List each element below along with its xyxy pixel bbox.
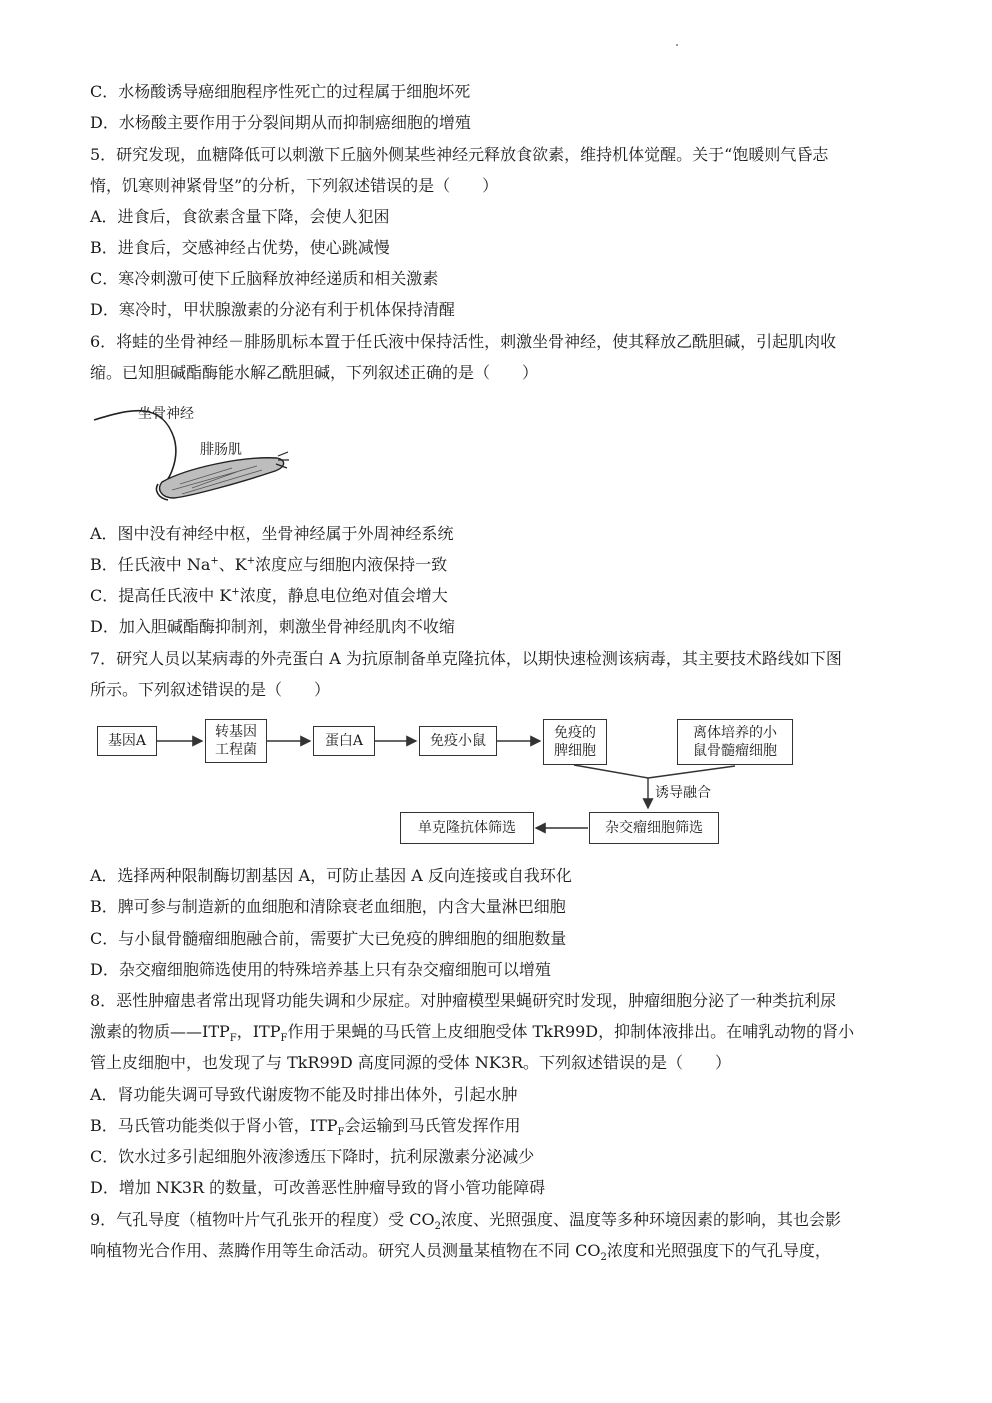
- q7-stem-line2: 所示。下列叙述错误的是（ ）: [90, 680, 331, 699]
- q7-option-a: A．选择两种限制酶切割基因 A，可防止基因 A 反向连接或自我环化: [90, 866, 572, 885]
- q6-stem-line2: 缩。已知胆碱酯酶能水解乙酰胆碱，下列叙述正确的是（ ）: [90, 363, 539, 382]
- q8-stem-line3: 管上皮细胞中，也发现了与 TkR99D 高度同源的受体 NK3R。下列叙述错误的是（ ）: [90, 1053, 732, 1072]
- q7-option-b: B．脾可参与制造新的血细胞和清除衰老血细胞，内含大量淋巴细胞: [90, 897, 566, 916]
- q8-stem-line1: 8．恶性肿瘤患者常出现肾功能失调和少尿症。对肿瘤模型果蝇研究时发现，肿瘤细胞分泌了一种类抗利尿: [90, 991, 837, 1010]
- q6-option-b: B．任氏液中 Na+、K+浓度应与细胞内液保持一致: [90, 555, 448, 574]
- q8-option-a: A．肾功能失调可导致代谢废物不能及时排出体外，引起水肿: [90, 1085, 518, 1104]
- q8-option-b: B．马氏管功能类似于肾小管，$ITP_F$会运输到马氏管发挥作用: [90, 1116, 521, 1139]
- scan-speck: [676, 44, 678, 46]
- q5-option-a: A．进食后，食欲素含量下降，会使人犯困: [90, 207, 390, 226]
- q5-stem-line2: 惰，饥寒则神紧骨坚”的分析，下列叙述错误的是（ ）: [90, 176, 499, 195]
- q4-option-d: D．水杨酸主要作用于分裂间期从而抑制癌细胞的增殖: [90, 113, 471, 132]
- gastrocnemius-label: 腓肠肌: [200, 442, 242, 458]
- gastrocnemius-muscle: [160, 458, 284, 498]
- nerve-muscle-figure: [92, 398, 297, 508]
- q6-option-a: A．图中没有神经中枢，坐骨神经属于外周神经系统: [90, 524, 454, 543]
- q5-stem-line1: 5．研究发现，血糖降低可以刺激下丘脑外侧某些神经元释放食欲素，维持机体觉醒。关于“饱暖则气昏志: [90, 145, 829, 164]
- q8-option-c: C．饮水过多引起细胞外液渗透压下降时，抗利尿激素分泌减少: [90, 1147, 535, 1166]
- protein-a-box: 蛋白A: [313, 726, 375, 756]
- myeloma-cells-box: 离体培养的小 鼠骨髓瘤细胞: [677, 719, 793, 765]
- q8-stem-line2: 激素的物质$——ITP_F$，$ITP_F$作用于果蝇的马氏管上皮细胞受体 TkR99D，抑制体液排出。在哺乳动物的肾小: [90, 1022, 855, 1045]
- q7-option-c: C．与小鼠骨髓瘤细胞融合前，需要扩大已免疫的脾细胞的细胞数量: [90, 929, 567, 948]
- q4-option-c: C．水杨酸诱导癌细胞程序性死亡的过程属于细胞坏死: [90, 82, 471, 101]
- q7-option-d: D．杂交瘤细胞筛选使用的特殊培养基上只有杂交瘤细胞可以增殖: [90, 960, 551, 979]
- q8-option-d: D．增加 NK3R 的数量，可改善恶性肿瘤导致的肾小管功能障碍: [90, 1178, 546, 1197]
- q5-option-c: C．寒冷刺激可使下丘脑释放神经递质和相关激素: [90, 269, 439, 288]
- q7-stem-line1: 7．研究人员以某病毒的外壳蛋白 A 为抗原制备单克隆抗体，以期快速检测该病毒，其主要技术路线如下图: [90, 649, 842, 668]
- immunized-spleen-cells-box: 免疫的 脾细胞: [543, 719, 607, 765]
- gene-a-box: 基因A: [97, 726, 157, 756]
- q6-option-c: C．提高任氏液中 K+浓度，静息电位绝对值会增大: [90, 586, 448, 605]
- q6-option-d: D．加入胆碱酯酶抑制剂，刺激坐骨神经肌肉不收缩: [90, 617, 455, 636]
- q6-stem-line1: 6．将蛙的坐骨神经－腓肠肌标本置于任氏液中保持活性，刺激坐骨神经，使其释放乙酰胆碱，引起肌肉收: [90, 332, 837, 351]
- immunized-mouse-box: 免疫小鼠: [419, 726, 497, 756]
- q5-option-d: D．寒冷时，甲状腺激素的分泌有利于机体保持清醒: [90, 300, 455, 319]
- q9-stem-line2: 响植物光合作用、蒸腾作用等生命活动。研究人员测量某植物在不同 $CO_2$浓度和光照强度下的气孔导度，: [90, 1241, 831, 1264]
- q5-option-b: B．进食后，交感神经占优势，使心跳减慢: [90, 238, 390, 257]
- mab-screen-box: 单克隆抗体筛选: [400, 812, 534, 844]
- engineered-bacteria-box: 转基因 工程菌: [205, 719, 267, 763]
- nerve-muscle-drawing: [92, 398, 297, 508]
- sciatic-nerve-label: 坐骨神经: [138, 406, 194, 422]
- induce-fusion-label: 诱导融合: [655, 785, 711, 801]
- q9-stem-line1: 9．气孔导度（植物叶片气孔张开的程度）受 $CO_2$浓度、光照强度、温度等多种环境因素的影响，其也会影: [90, 1210, 842, 1233]
- hybridoma-screen-box: 杂交瘤细胞筛选: [589, 812, 719, 844]
